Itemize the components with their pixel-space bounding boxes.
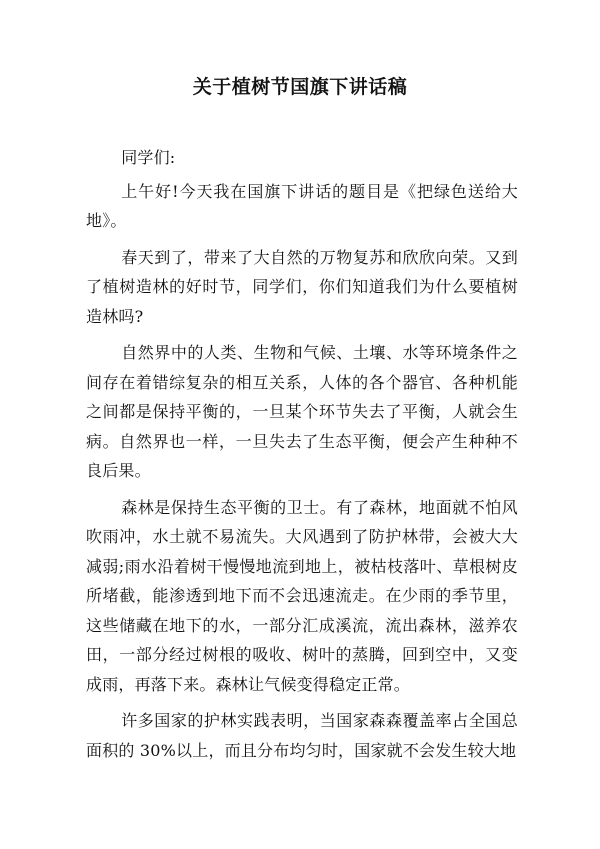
forest-paragraph: 森林是保持生态平衡的卫士。有了森林，地面就不怕风吹雨冲，水土就不易流失。大风遇到了防护林带，会被大大减弱;雨水沿着树干慢慢地流到地上，被枯枝落叶、草根树皮所堵截，能渗透到地下而不会迅速流走。在少雨的季节里，这些储藏在地下的水，一部分汇成溪流，流出森林，滋养农田，一部分经过树根的吸收、树叶的蒸腾，回到空中，又变成雨，再落下来。森林让气候变得稳定正常。 [86, 497, 518, 694]
document-title: 关于植树节国旗下讲话稿 [192, 76, 408, 98]
spring-paragraph: 春天到了，带来了大自然的万物复苏和欣欣向荣。又到了植树造林的好时节，同学们，你们知道我们为什么要植树造林吗? [86, 247, 518, 326]
opening-paragraph: 上午好!今天我在国旗下讲话的题目是《把绿色送给大地》。 [86, 181, 518, 230]
forest-coverage-paragraph: 许多国家的护林实践表明，当国家森森覆盖率占全国总面积的 30%以上，而且分布均匀时，国家就不会发生较大地 [86, 711, 518, 760]
greeting-paragraph: 同学们: [121, 148, 176, 167]
document-body [86, 143, 518, 772]
ecology-paragraph: 自然界中的人类、生物和气候、土壤、水等环境条件之间存在着错综复杂的相互关系，人体的各个器官、各种机能之间都是保持平衡的，一旦某个环节失去了平衡，人就会生病。自然界也一样，一旦失去了生态平衡，便会产生种种不良后果。 [86, 343, 518, 480]
